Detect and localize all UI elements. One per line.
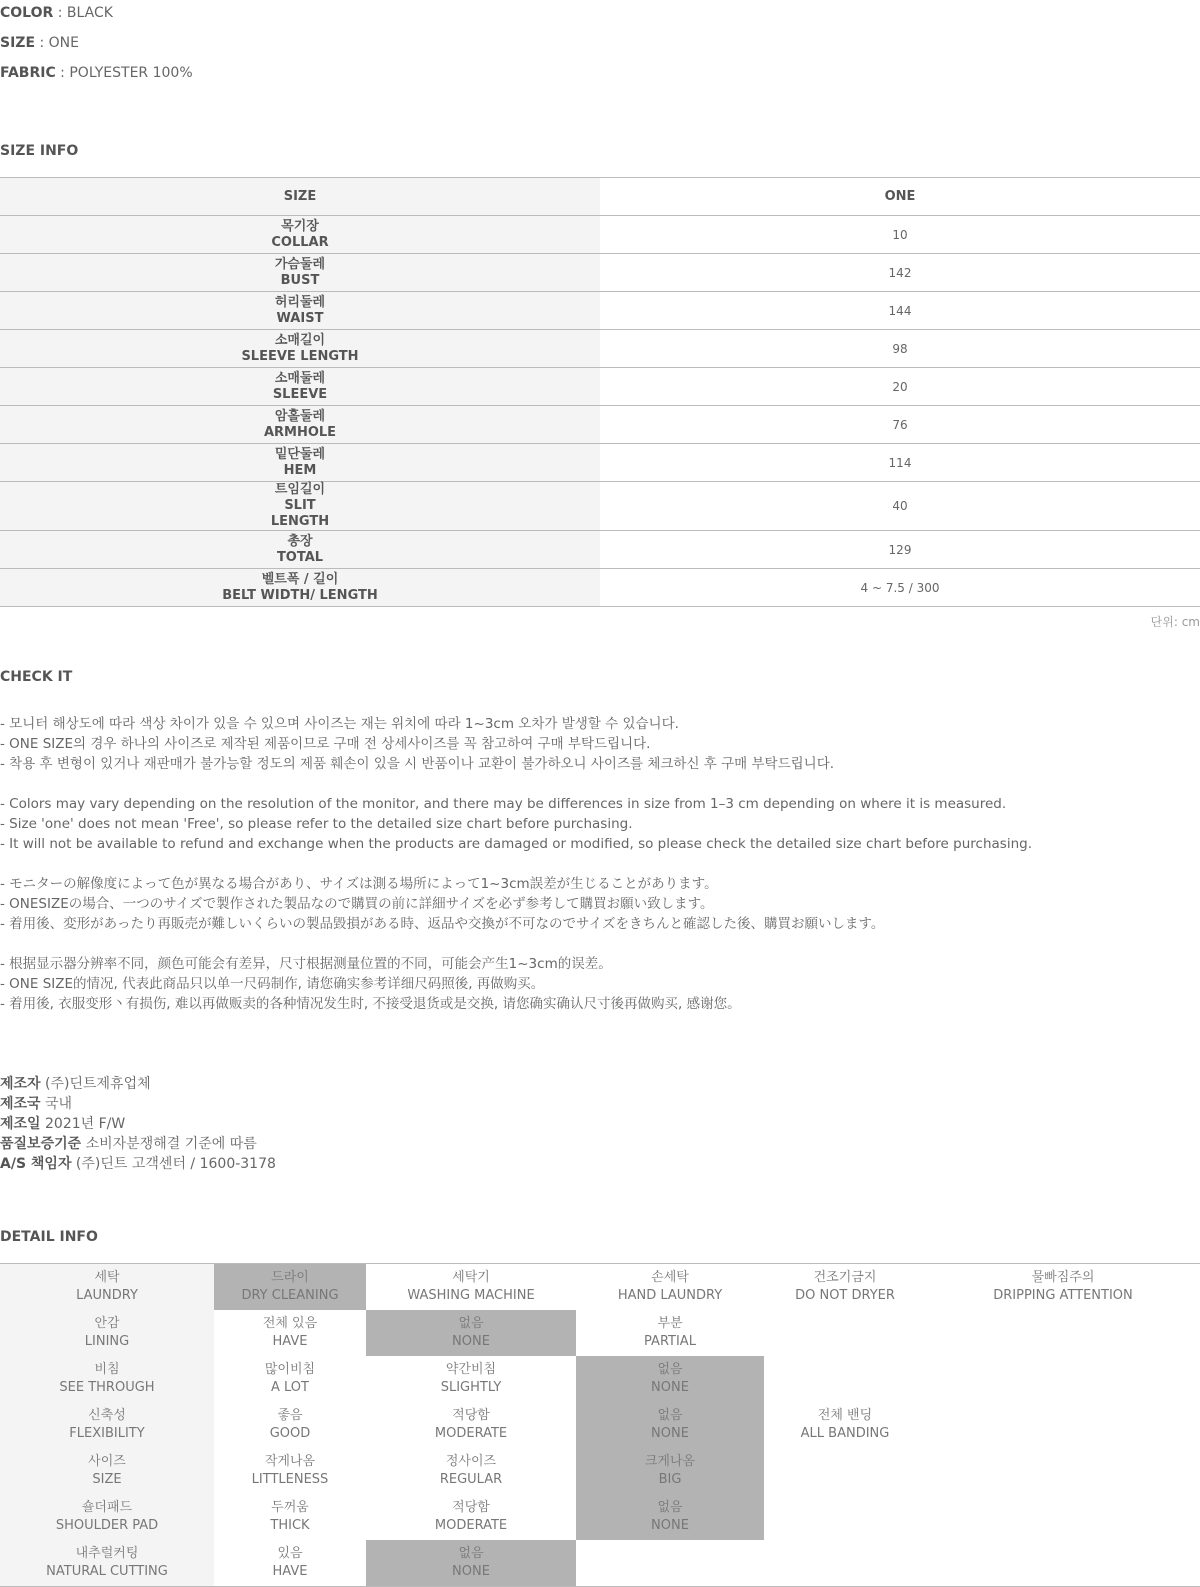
- detail-option-selected: [576, 1356, 764, 1402]
- size-header-label: SIZE: [0, 178, 600, 216]
- size-row-label: [0, 292, 600, 330]
- detail-option-ko: 전체 있음: [262, 1316, 318, 1331]
- size-row-label-en: TOTAL: [276, 549, 324, 565]
- size-row-value: 129: [600, 531, 1200, 569]
- maker-value: 2021년 F/W: [40, 1116, 126, 1132]
- note-line: - ONE SIZE的情况, 代表此商品只以单一尺码制作, 请您确实参考详细尺码照後, 再做购买。: [0, 976, 545, 992]
- size-row-label: [0, 368, 600, 406]
- size-row: [0, 531, 1200, 569]
- detail-row: [0, 1356, 1200, 1402]
- detail-option-ko: 약간비침: [445, 1362, 497, 1377]
- size-row-value: 20: [600, 368, 1200, 406]
- note-line: - Size 'one' does not mean 'Free', so please refer to the detailed size chart before purchasing.: [0, 816, 633, 832]
- detail-option-ko: 없음: [458, 1316, 484, 1331]
- detail-option: [366, 1264, 576, 1311]
- detail-label-en: LINING: [84, 1334, 130, 1349]
- detail-option-ko: 있음: [277, 1546, 303, 1561]
- note-line: - Colors may vary depending on the resolution of the monitor, and there may be differences in size from 1–3 cm depending on where it is measured.: [0, 796, 1007, 812]
- note-line: - ONE SIZE의 경우 하나의 사이즈로 제작된 제품이므로 구매 전 상세사이즈를 꼭 참고하여 구매 부탁드립니다.: [0, 736, 651, 752]
- detail-row-label: [0, 1448, 214, 1494]
- maker-value: 소비자분쟁해결 기준에 따름: [81, 1136, 257, 1152]
- detail-label-en: LAUNDRY: [76, 1288, 138, 1303]
- size-table: [0, 177, 1200, 607]
- detail-option: [366, 1402, 576, 1448]
- maker-line: [0, 1154, 276, 1174]
- size-row-label-ko: 총장: [287, 533, 313, 549]
- detail-option: [576, 1540, 764, 1587]
- detail-option: [926, 1448, 1200, 1494]
- maker-key: 품질보증기준: [0, 1136, 82, 1152]
- detail-label-ko: 내추럴커팅: [75, 1546, 139, 1561]
- check-it-title: CHECK IT: [0, 669, 73, 685]
- detail-option: [764, 1494, 926, 1540]
- size-row-label-en: BUST: [280, 272, 320, 288]
- detail-option-selected: [366, 1540, 576, 1587]
- detail-option: [926, 1494, 1200, 1540]
- size-row-value: 4 ~ 7.5 / 300: [600, 569, 1200, 607]
- detail-option-en: SLIGHTLY: [440, 1380, 502, 1395]
- detail-label-en: NATURAL CUTTING: [46, 1564, 168, 1579]
- maker-key: 제조자: [0, 1076, 41, 1092]
- note-paragraph: [0, 874, 1200, 934]
- note-line: - 根据显示器分辨率不同，颜色可能会有差异，尺寸根据测量位置的不同，可能会产生1~3cm的误差。: [0, 956, 612, 972]
- size-row-label-en: ARMHOLE: [263, 424, 337, 440]
- size-row-label-en: COLLAR: [271, 234, 329, 250]
- size-row: [0, 216, 1200, 254]
- size-row-label: [0, 254, 600, 292]
- detail-option-ko: 부분: [657, 1316, 683, 1331]
- detail-option: [214, 1494, 366, 1540]
- detail-option: [764, 1310, 926, 1356]
- size-row-label-ko: 암홀둘레: [274, 408, 326, 424]
- detail-option-ko: 물빠짐주의: [1031, 1270, 1095, 1285]
- detail-option: [926, 1264, 1200, 1311]
- detail-option: [764, 1402, 926, 1448]
- maker-value: (주)딘트 고객센터 / 1600-3178: [71, 1156, 276, 1172]
- detail-option-ko: 세탁기: [452, 1270, 490, 1285]
- maker-key: 제조일: [0, 1116, 41, 1132]
- size-row-value: 40: [600, 482, 1200, 531]
- detail-row: [0, 1540, 1200, 1587]
- spec-color: COLOR : BLACK: [0, 5, 113, 21]
- detail-option: [214, 1356, 366, 1402]
- detail-option-ko: 드라이: [271, 1270, 309, 1285]
- detail-option-en: MODERATE: [434, 1518, 508, 1533]
- size-row: [0, 482, 1200, 531]
- detail-option: [366, 1448, 576, 1494]
- detail-option-en: NONE: [452, 1564, 490, 1579]
- detail-option-en: DO NOT DRYER: [795, 1288, 895, 1303]
- size-row-label: [0, 531, 600, 569]
- size-row: [0, 254, 1200, 292]
- note-line: - 着用後, 衣服变形丶有损伤, 难以再做贩卖的各种情况发生时, 不接受退货或是交换, 请您确实确认尺寸後再做购买, 感谢您。: [0, 996, 741, 1012]
- size-row-label-ko: 허리둘레: [274, 294, 326, 310]
- detail-row-label: [0, 1402, 214, 1448]
- maker-info: [0, 1074, 276, 1174]
- detail-option-en: HAND LAUNDRY: [617, 1288, 723, 1303]
- note-line: - ONESIZEの場合、一つのサイズで製作された製品なので購買の前に詳細サイズを必ず参考して購買お願い致します。: [0, 896, 714, 912]
- detail-label-en: FLEXIBILITY: [69, 1426, 145, 1441]
- size-row-label-en: SLIT LENGTH: [270, 498, 330, 529]
- detail-option-en: REGULAR: [439, 1472, 503, 1487]
- detail-option-ko: 좋음: [277, 1408, 303, 1423]
- maker-line: [0, 1134, 276, 1154]
- detail-option-en: DRY CLEANING: [241, 1288, 339, 1303]
- detail-option-ko: 정사이즈: [445, 1454, 497, 1469]
- size-row-value: 98: [600, 330, 1200, 368]
- size-row-label-en: WAIST: [276, 310, 324, 326]
- size-row: [0, 368, 1200, 406]
- detail-row: [0, 1310, 1200, 1356]
- detail-label-ko: 신축성: [88, 1408, 126, 1423]
- detail-label-ko: 세탁: [94, 1270, 120, 1285]
- size-row-label-ko: 가슴둘레: [274, 256, 326, 272]
- check-it-notes: [0, 714, 1200, 1034]
- detail-option: [366, 1356, 576, 1402]
- detail-option-selected: [576, 1494, 764, 1540]
- detail-option: [214, 1310, 366, 1356]
- note-paragraph: [0, 714, 1200, 774]
- detail-row: [0, 1402, 1200, 1448]
- detail-label-ko: 비침: [94, 1362, 120, 1377]
- size-row-value: 142: [600, 254, 1200, 292]
- detail-label-en: SHOULDER PAD: [55, 1518, 159, 1533]
- detail-row: [0, 1448, 1200, 1494]
- maker-key: A/S 책임자: [0, 1156, 72, 1172]
- detail-option: [926, 1402, 1200, 1448]
- size-header-value: ONE: [600, 178, 1200, 216]
- size-row-label-ko: 목기장: [281, 218, 319, 234]
- size-row-label-ko: 밑단둘레: [274, 446, 326, 462]
- size-row-label: [0, 444, 600, 482]
- note-line: - It will not be available to refund and exchange when the products are damaged or modified, so please check the detailed size chart before purchasing.: [0, 836, 1032, 852]
- detail-row-label: [0, 1494, 214, 1540]
- detail-option-en: THICK: [270, 1518, 310, 1533]
- size-row-value: 10: [600, 216, 1200, 254]
- detail-option-selected: [576, 1402, 764, 1448]
- detail-label-en: SIZE: [92, 1472, 122, 1487]
- detail-table-body: [0, 1264, 1200, 1587]
- detail-option-ko: 없음: [657, 1408, 683, 1423]
- detail-option-en: ALL BANDING: [800, 1426, 890, 1441]
- detail-row: [0, 1494, 1200, 1540]
- product-specs: [0, 4, 193, 94]
- detail-option-selected: [366, 1310, 576, 1356]
- spec-size: SIZE : ONE: [0, 35, 79, 51]
- size-row-label-en: HEM: [283, 462, 317, 478]
- size-table-header: [0, 178, 1200, 216]
- note-line: - モニターの解像度によって色が異なる場合があり、サイズは測る場所によって1~3cm誤差が生じることがあります。: [0, 876, 718, 892]
- detail-option-ko: 적당함: [452, 1500, 490, 1515]
- size-row-label: [0, 482, 600, 531]
- detail-info-title: DETAIL INFO: [0, 1229, 98, 1245]
- maker-line: [0, 1074, 276, 1094]
- detail-label-ko: 안감: [94, 1316, 120, 1331]
- size-row-label: [0, 569, 600, 607]
- detail-option-ko: 없음: [657, 1362, 683, 1377]
- detail-option-ko: 적당함: [452, 1408, 490, 1423]
- detail-row-label: [0, 1356, 214, 1402]
- detail-option: [214, 1448, 366, 1494]
- maker-line: [0, 1114, 276, 1134]
- spec-fabric: FABRIC : POLYESTER 100%: [0, 65, 193, 81]
- detail-option-ko: 손세탁: [651, 1270, 689, 1285]
- size-row-label-en: BELT WIDTH/ LENGTH: [222, 587, 378, 603]
- detail-option: [926, 1540, 1200, 1587]
- size-table-body: [0, 216, 1200, 607]
- detail-option: [926, 1310, 1200, 1356]
- detail-option-selected: [576, 1448, 764, 1494]
- size-row-value: 144: [600, 292, 1200, 330]
- detail-option-ko: 없음: [657, 1500, 683, 1515]
- size-row-label-ko: 트임길이: [274, 482, 326, 497]
- detail-option-ko: 없음: [458, 1546, 484, 1561]
- size-row: [0, 330, 1200, 368]
- size-row-label-en: SLEEVE: [272, 386, 328, 402]
- size-row: [0, 406, 1200, 444]
- detail-option-en: MODERATE: [434, 1426, 508, 1441]
- maker-key: 제조국: [0, 1096, 41, 1112]
- detail-option: [764, 1264, 926, 1311]
- detail-option-en: NONE: [452, 1334, 490, 1349]
- detail-label-ko: 숄더패드: [81, 1500, 133, 1515]
- detail-option-ko: 크게나옴: [644, 1454, 696, 1469]
- detail-option: [214, 1402, 366, 1448]
- note-line: - 着用後、変形があったり再販売が難しいくらいの製品毀損がある時、返品や交換が不可なのでサイズをきちんと確認した後、購買お願いします。: [0, 916, 885, 932]
- note-paragraph: [0, 954, 1200, 1014]
- detail-option-en: HAVE: [272, 1334, 308, 1349]
- detail-option: [764, 1448, 926, 1494]
- detail-label-en: SEE THROUGH: [59, 1380, 155, 1395]
- detail-option-ko: 전체 밴딩: [817, 1408, 873, 1423]
- detail-option-ko: 두꺼움: [271, 1500, 309, 1515]
- note-paragraph: [0, 794, 1200, 854]
- maker-line: [0, 1094, 276, 1114]
- maker-value: (주)딘트제휴업체: [40, 1076, 151, 1092]
- detail-option-en: NONE: [651, 1518, 689, 1533]
- detail-option: [576, 1310, 764, 1356]
- size-row-label: [0, 330, 600, 368]
- size-row: [0, 292, 1200, 330]
- size-row-label-ko: 소매길이: [274, 332, 326, 348]
- size-row-label-ko: 벨트폭 / 길이: [261, 571, 339, 587]
- detail-option: [576, 1264, 764, 1311]
- size-row-value: 76: [600, 406, 1200, 444]
- detail-label-ko: 사이즈: [88, 1454, 126, 1469]
- detail-option: [926, 1356, 1200, 1402]
- size-row-label: [0, 406, 600, 444]
- size-row-label-en: SLEEVE LENGTH: [241, 348, 359, 364]
- size-info-title: SIZE INFO: [0, 143, 79, 159]
- detail-option-en: NONE: [651, 1380, 689, 1395]
- detail-option: [764, 1540, 926, 1587]
- size-row-value: 114: [600, 444, 1200, 482]
- detail-option-en: HAVE: [272, 1564, 308, 1579]
- detail-option-en: DRIPPING ATTENTION: [993, 1288, 1133, 1303]
- detail-row-label: [0, 1540, 214, 1587]
- size-row-label-ko: 소매둘레: [274, 370, 326, 386]
- unit-label: 단위: cm: [1150, 615, 1200, 629]
- detail-option-ko: 작게나옴: [264, 1454, 316, 1469]
- detail-option-en: LITTLENESS: [251, 1472, 329, 1487]
- detail-option-en: WASHING MACHINE: [407, 1288, 535, 1303]
- detail-row-label: [0, 1264, 214, 1311]
- maker-value: 국내: [40, 1096, 73, 1112]
- detail-option-en: A LOT: [271, 1380, 309, 1395]
- detail-option-ko: 건조기금지: [813, 1270, 877, 1285]
- detail-option-ko: 많이비침: [264, 1362, 316, 1377]
- detail-option-en: PARTIAL: [644, 1334, 696, 1349]
- detail-option: [366, 1494, 576, 1540]
- detail-row: [0, 1264, 1200, 1311]
- size-row-label: [0, 216, 600, 254]
- size-row: [0, 444, 1200, 482]
- size-row: [0, 569, 1200, 607]
- detail-option: [764, 1356, 926, 1402]
- note-line: - 모니터 해상도에 따라 색상 차이가 있을 수 있으며 사이즈는 재는 위치에 따라 1~3cm 오차가 발생할 수 있습니다.: [0, 716, 679, 732]
- detail-option: [214, 1540, 366, 1587]
- detail-option-selected: [214, 1264, 366, 1311]
- detail-table: [0, 1263, 1200, 1587]
- detail-option-en: BIG: [658, 1472, 682, 1487]
- detail-option-en: GOOD: [269, 1426, 311, 1441]
- note-line: - 착용 후 변형이 있거나 재판매가 불가능할 정도의 제품 훼손이 있을 시 반품이나 교환이 불가하오니 사이즈를 체크하신 후 구매 부탁드립니다.: [0, 756, 835, 772]
- detail-row-label: [0, 1310, 214, 1356]
- detail-option-en: NONE: [651, 1426, 689, 1441]
